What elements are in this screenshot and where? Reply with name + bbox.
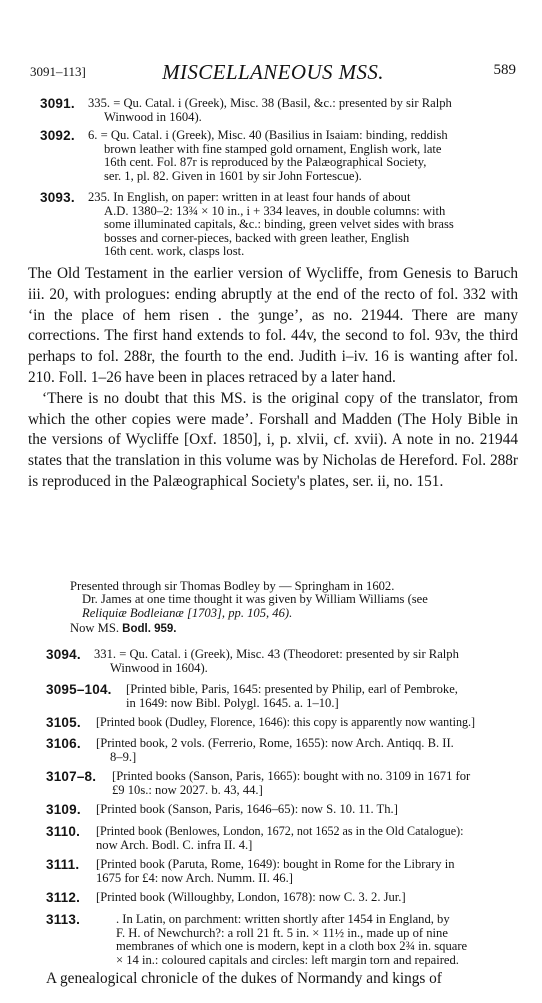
entry-number: 3107–8. (46, 769, 97, 784)
description-text (28, 264, 518, 493)
entry-line: [Printed book (Willoughby, London, 1678): now C. 3. 2. Jur.] (96, 890, 406, 904)
entry-line: [Printed book (Dudley, Florence, 1646): this copy is apparently now wanting.] (96, 715, 476, 729)
header-range: 3091–113] (30, 64, 86, 79)
page-number: 589 (493, 62, 516, 78)
entry-line: 16th cent. Fol. 87r is reproduced by the Palæographical Society, (104, 155, 427, 170)
entry-line: bosses and corner-pieces, backed with green leather, English (104, 230, 410, 245)
shelfmark: Bodl. 959. (122, 623, 177, 636)
entry-line: brown leather with fine stamped gold ornament, English work, late (104, 141, 442, 156)
entry-number: 3113. (46, 912, 81, 927)
entry-number: 3110. (46, 824, 81, 839)
entry-line: ser. 1, pl. 82. Given in 1601 by sir John Fortescue). (104, 168, 362, 183)
entry-number: 3092. (40, 128, 75, 143)
entry-line: Winwood in 1604). (110, 660, 208, 675)
entry-line: Winwood in 1604). (104, 109, 202, 124)
entry-3106 (46, 737, 518, 764)
entry-line: some illuminated capitals, &c.: binding, green velvet sides with brass (104, 217, 454, 232)
final-line-text: A genealogical chronicle of the dukes of Normandy and kings of (46, 970, 442, 987)
entry-3095-104 (46, 683, 518, 710)
description-paragraph: The Old Testament in the earlier version of Wycliffe, from Genesis to Baruch iii. 20, with prologues: ending abruptly at the end of the recto of fol. 332 with ‘in the place of hem risen . the ȝunge’, as no. 21944. There are many corrections. The first hand extends to fol. 44v, the second to fol. 93v, the third perhaps to fol. 288r, the fourth to the end. Judith i–iv. 16 is wanting after fol. 210. Foll. 1–26 have been in places retraced by a later hand. (28, 265, 518, 386)
running-header (30, 60, 516, 84)
entry-3109 (46, 803, 518, 817)
entry-number: 3094. (46, 647, 81, 662)
entry-line: [Printed books (Sanson, Paris, 1665): bought with no. 3109 in 1671 for (112, 769, 471, 783)
provenance-line: Reliquiæ Bodleianæ [1703], pp. 105, 46). (82, 605, 293, 620)
entry-line: 16th cent. work, clasps lost. (104, 244, 245, 259)
entry-line: [Printed book (Paruta, Rome, 1649): bought in Rome for the Library in (96, 857, 455, 871)
entry-3113 (46, 913, 518, 967)
entry-3091 (40, 97, 518, 124)
entry-3092 (40, 129, 518, 183)
entry-3105 (46, 716, 518, 730)
entry-3107-8 (46, 770, 518, 797)
entry-line: 235. In English, on paper: written in at least four hands of about (88, 190, 411, 204)
entry-line: £9 10s.: now 2027. b. 43, 44.] (112, 782, 263, 797)
entry-line: 331. = Qu. Catal. i (Greek), Misc. 43 (Theodoret: presented by sir Ralph (94, 647, 459, 661)
entry-line: × 14 in.: coloured capitals and circles: left margin torn and repaired. (116, 952, 459, 967)
provenance-note (70, 580, 518, 637)
entry-number: 3093. (40, 190, 75, 205)
entry-3094 (46, 648, 518, 675)
entry-number: 3106. (46, 736, 81, 751)
entry-number: 3105. (46, 715, 81, 730)
entry-line: [Printed book (Benlowes, London, 1672, not 1652 as in the Old Catalogue): (96, 824, 464, 838)
entry-line: in 1649: now Bibl. Polygl. 1645. a. 1–10.] (126, 695, 339, 710)
entry-3112 (46, 891, 518, 905)
entry-line: [Printed bible, Paris, 1645: presented by Philip, earl of Pembroke, (126, 682, 458, 696)
entry-line: 335. = Qu. Catal. i (Greek), Misc. 38 (Basil, &c.: presented by sir Ralph (88, 96, 452, 110)
entry-number: 3111. (46, 857, 80, 872)
entry-line: membranes of which one is modern, kept in a cloth box 2¾ in. square (116, 939, 468, 954)
entry-line: 8–9.] (110, 749, 137, 764)
entry-line: 1675 for £4: now Arch. Numm. II. 46.] (96, 870, 293, 885)
provenance-line: Presented through sir Thomas Bodley by — Springham in 1602. (70, 579, 395, 593)
entry-3093 (40, 191, 518, 259)
entry-3111 (46, 858, 518, 885)
entry-number: 3095–104. (46, 682, 112, 697)
provenance-line: Dr. James at one time thought it was given by William Williams (see (82, 592, 428, 607)
entry-line: 6. = Qu. Catal. i (Greek), Misc. 40 (Basilius in Isaiam: binding, reddish (88, 128, 448, 142)
header-title: MISCELLANEOUS MSS. (162, 60, 384, 84)
entry-line: A.D. 1380–2: 13¾ × 10 in., i + 334 leaves, in double columns: with (104, 203, 446, 218)
shelfmark-prefix: Now MS. (70, 621, 123, 636)
entry-number: 3091. (40, 96, 75, 111)
entry-line: . In Latin, on parchment: written shortly after 1454 in England, by (116, 912, 450, 926)
entry-3110 (46, 825, 518, 852)
entry-number: 3109. (46, 802, 81, 817)
entry-line: F. H. of Newchurch?: a roll 21 ft. 5 in. × 11½ in., made up of nine (116, 925, 448, 940)
entry-number: 3112. (46, 890, 81, 905)
description-paragraph: ‘There is no doubt that this MS. is the original copy of the translator, from which the other copies were made’. Forshall and Madden (The Holy Bible in the versions of Wycliffe [Oxf. 1850], i, p. xlvii, cf. xvii). A note in no. 21944 states that the translation in this volume was by Nicholas de Hereford. Fol. 288r is reproduced in the Palæographical Society's plates, ser. ii, no. 151. (28, 389, 518, 490)
entry-line: [Printed book (Sanson, Paris, 1646–65): now S. 10. 11. Th.] (96, 802, 398, 816)
entry-line: [Printed book, 2 vols. (Ferrerio, Rome, 1655): now Arch. Antiqq. B. II. (96, 736, 454, 750)
entry-line: now Arch. Bodl. C. infra II. 4.] (96, 837, 253, 852)
final-line (46, 969, 518, 990)
